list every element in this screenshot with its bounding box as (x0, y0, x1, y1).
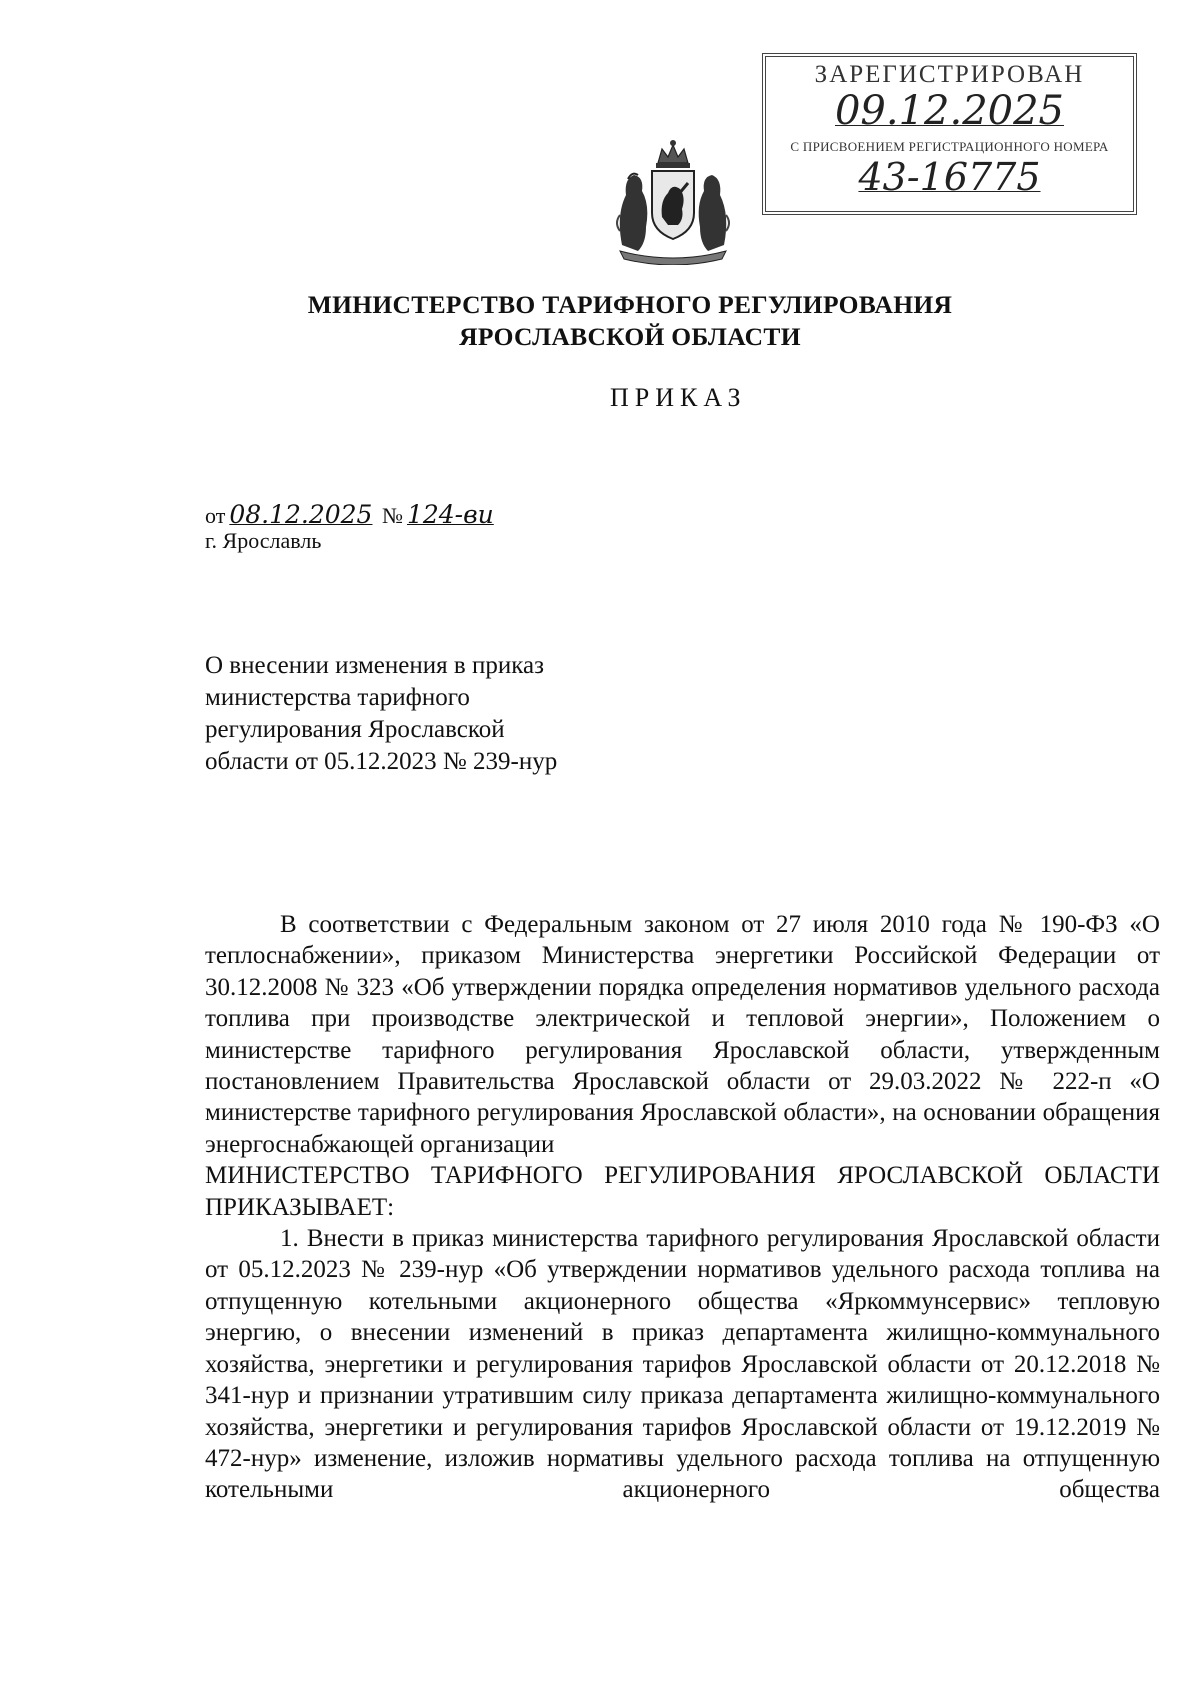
ministry-title-line2: ЯРОСЛАВСКОЙ ОБЛАСТИ (459, 322, 801, 351)
subject-line: регулирования Ярославской (205, 716, 505, 743)
coat-of-arms-icon (612, 135, 734, 265)
preamble-paragraph: В соответствии с Федеральным законом от 27 июля 2010 года № 190-ФЗ «О теплоснабжении», приказом Министерства энергетики Российской Федерации от 30.12.2008 № 323 «Об утверждении порядка определения нормативов удельного расхода топлива при производстве электрической и тепловой энергии», Положением о министерстве тарифного регулирования Ярославской области, утвержденным постановлением Правительства Ярославской области от 29.03.2022 № 222-п «О министерстве тарифного регулирования Ярославской области», на основании обращения энергоснабжающей организации (205, 911, 1160, 1158)
subject-line: министерства тарифного (205, 684, 470, 711)
subject-line: области от 05.12.2023 № 239-нур (205, 748, 558, 775)
number-label: № (381, 503, 403, 528)
item-1-paragraph: 1. Внести в приказ министерства тарифного регулирования Ярославской области от 05.12.2023 № 239-нур «Об утверждении нормативов удельного расхода топлива на отпущенную котельными акционерного общества «Яркоммунсервис» тепловую энергию, о внесении изменений в приказ департамента жилищно-коммунального хозяйства, энергетики и регулирования тарифов Ярославской области от 20.12.2018 № 341-нур и признании утратившим силу приказа департамента жилищно-коммунального хозяйства, энергетики и регулирования тарифов Ярославской области от 19.12.2019 № 472-нур» изменение, изложив нормативы удельного расхода топлива на отпущенную котельными акционерного общества (205, 1225, 1160, 1504)
order-subject (205, 650, 685, 778)
order-handwritten-date: 08.12.2025 (229, 500, 373, 529)
subject-line: О внесении изменения в приказ (205, 652, 544, 679)
order-date-line (205, 500, 498, 529)
registration-stamp (762, 53, 1137, 215)
order-handwritten-number: 124-ви (406, 500, 494, 529)
stamp-title: ЗАРЕГИСТРИРОВАН (814, 61, 1085, 88)
stamp-handwritten-date: 09.12.2025 (834, 88, 1065, 134)
stamp-subtitle: С ПРИСВОЕНИЕМ РЕГИСТРАЦИОННОГО НОМЕРА (790, 139, 1109, 154)
from-label: от (205, 503, 226, 528)
document-type: ПРИКАЗ (610, 383, 747, 412)
stamp-handwritten-number: 43-16775 (858, 155, 1041, 199)
order-city: г. Ярославль (205, 528, 322, 553)
ministry-title-line1: МИНИСТЕРСТВО ТАРИФНОГО РЕГУЛИРОВАНИЯ (307, 290, 953, 319)
order-body (205, 909, 1160, 1506)
command-paragraph: МИНИСТЕРСТВО ТАРИФНОГО РЕГУЛИРОВАНИЯ ЯРОСЛАВСКОЙ ОБЛАСТИ ПРИКАЗЫВАЕТ: (205, 1162, 1160, 1221)
